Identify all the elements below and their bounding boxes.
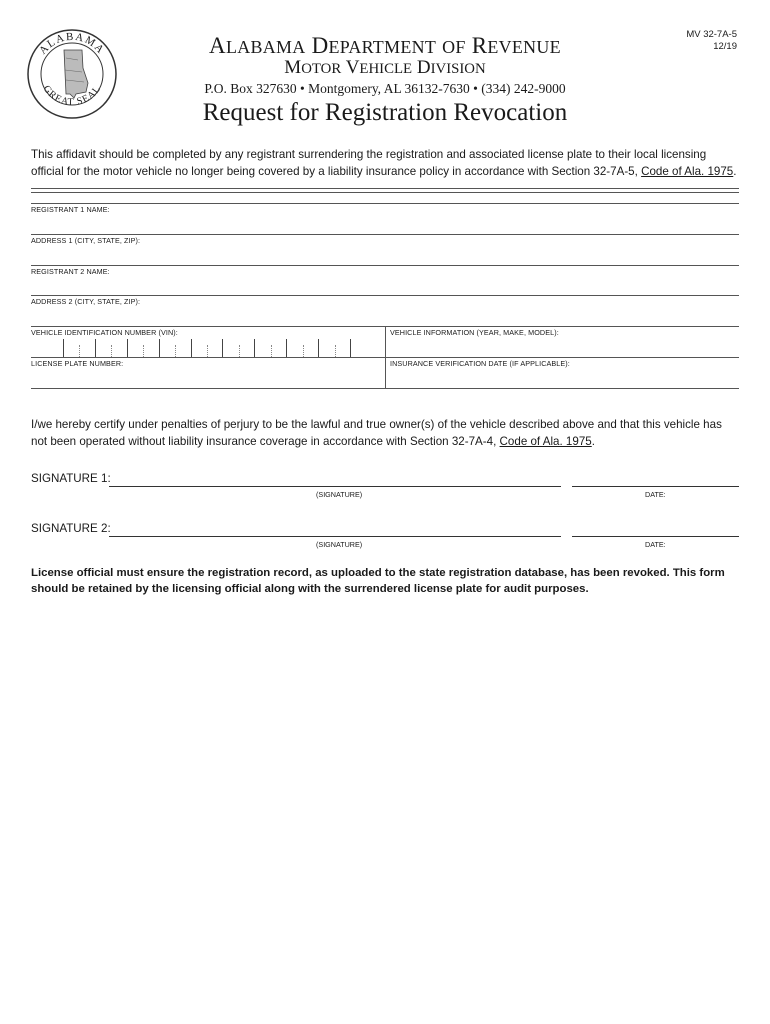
seal-top-text: ALABAMA: [36, 30, 108, 57]
insurance-date-field[interactable]: [390, 368, 739, 388]
address-2-label: ADDRESS 2 (CITY, STATE, ZIP):: [31, 297, 141, 306]
vin-character-boxes[interactable]: [63, 339, 351, 357]
field-top-border: [31, 203, 739, 204]
signature-caption: (SIGNATURE): [316, 540, 363, 549]
licensing-official-notice: License official must ensure the registration record, as uploaded to the state registration database, has been revoked. This form should be retained by the licensing official along with the surrendered license plate for audit purposes.: [31, 567, 725, 595]
license-plate-field[interactable]: [31, 368, 384, 388]
license-plate-label: LICENSE PLATE NUMBER:: [31, 359, 124, 368]
vin-box[interactable]: [222, 339, 254, 357]
address-2-field[interactable]: [31, 306, 739, 326]
form-code: MV 32-7A-5: [686, 29, 737, 40]
vin-box[interactable]: [63, 339, 95, 357]
vin-box[interactable]: [254, 339, 286, 357]
field-border: [31, 234, 739, 235]
date-caption: DATE:: [645, 540, 666, 549]
field-bottom-border: [31, 388, 739, 389]
date-caption: DATE:: [645, 490, 666, 499]
department-title: ALABAMA DEPARTMENT OF REVENUE: [209, 33, 561, 58]
division-title: MOTOR VEHICLE DIVISION: [284, 57, 486, 78]
vin-box[interactable]: [286, 339, 318, 357]
form-number: [686, 29, 737, 53]
divider: [31, 188, 739, 189]
registrant-2-name-field[interactable]: [31, 276, 739, 295]
vehicle-info-label: VEHICLE INFORMATION (YEAR, MAKE, MODEL):: [390, 328, 559, 337]
date-2-line[interactable]: [572, 536, 739, 537]
vin-box[interactable]: [191, 339, 223, 357]
insurance-date-label: INSURANCE VERIFICATION DATE (IF APPLICABLE):: [390, 359, 570, 368]
seal-bottom-text: GREAT SEAL: [40, 83, 104, 109]
code-reference: Code of Ala. 1975: [641, 164, 734, 178]
address-1-field[interactable]: [31, 245, 739, 265]
form-title: Request for Registration Revocation: [202, 99, 568, 126]
field-border: [31, 295, 739, 296]
code-reference: Code of Ala. 1975: [499, 434, 592, 448]
vehicle-info-field[interactable]: [390, 337, 739, 357]
registrant-1-label: REGISTRANT 1 NAME:: [31, 205, 110, 214]
field-border: [31, 265, 739, 266]
signature-caption: (SIGNATURE): [316, 490, 363, 499]
certification-paragraph: I/we hereby certify under penalties of perjury to be the lawful and true owner(s) of the vehicle described above and that this vehicle has not been operated without liability insurance coverage in accordance with Section 32-7A-4, Code of Ala. 1975.: [31, 418, 722, 448]
intro-paragraph: This affidavit should be completed by any registrant surrendering the registration and associated license plate to their local licensing official for the motor vehicle no longer being covered by a liability insurance policy in accordance with Section 32-7A-5, Code of Ala. 1975.: [31, 148, 737, 178]
signature-1-line[interactable]: [109, 486, 561, 487]
registrant-2-label: REGISTRANT 2 NAME:: [31, 267, 110, 276]
department-address: P.O. Box 327630 • Montgomery, AL 36132-7630 • (334) 242-9000: [204, 81, 566, 96]
vin-box[interactable]: [159, 339, 191, 357]
signature-1-label: SIGNATURE 1:: [31, 472, 111, 485]
vin-box[interactable]: [318, 339, 351, 357]
address-1-label: ADDRESS 1 (CITY, STATE, ZIP):: [31, 236, 141, 245]
signature-2-line[interactable]: [109, 536, 561, 537]
date-1-line[interactable]: [572, 486, 739, 487]
registrant-1-name-field[interactable]: [31, 214, 739, 234]
vin-box[interactable]: [95, 339, 127, 357]
form-revision-date: 12/19: [713, 41, 737, 52]
field-border: [31, 357, 739, 358]
vin-label: VEHICLE IDENTIFICATION NUMBER (VIN):: [31, 328, 178, 337]
alabama-great-seal-logo: [26, 28, 118, 120]
divider: [31, 192, 739, 193]
vin-box[interactable]: [127, 339, 159, 357]
signature-2-label: SIGNATURE 2:: [31, 522, 111, 535]
